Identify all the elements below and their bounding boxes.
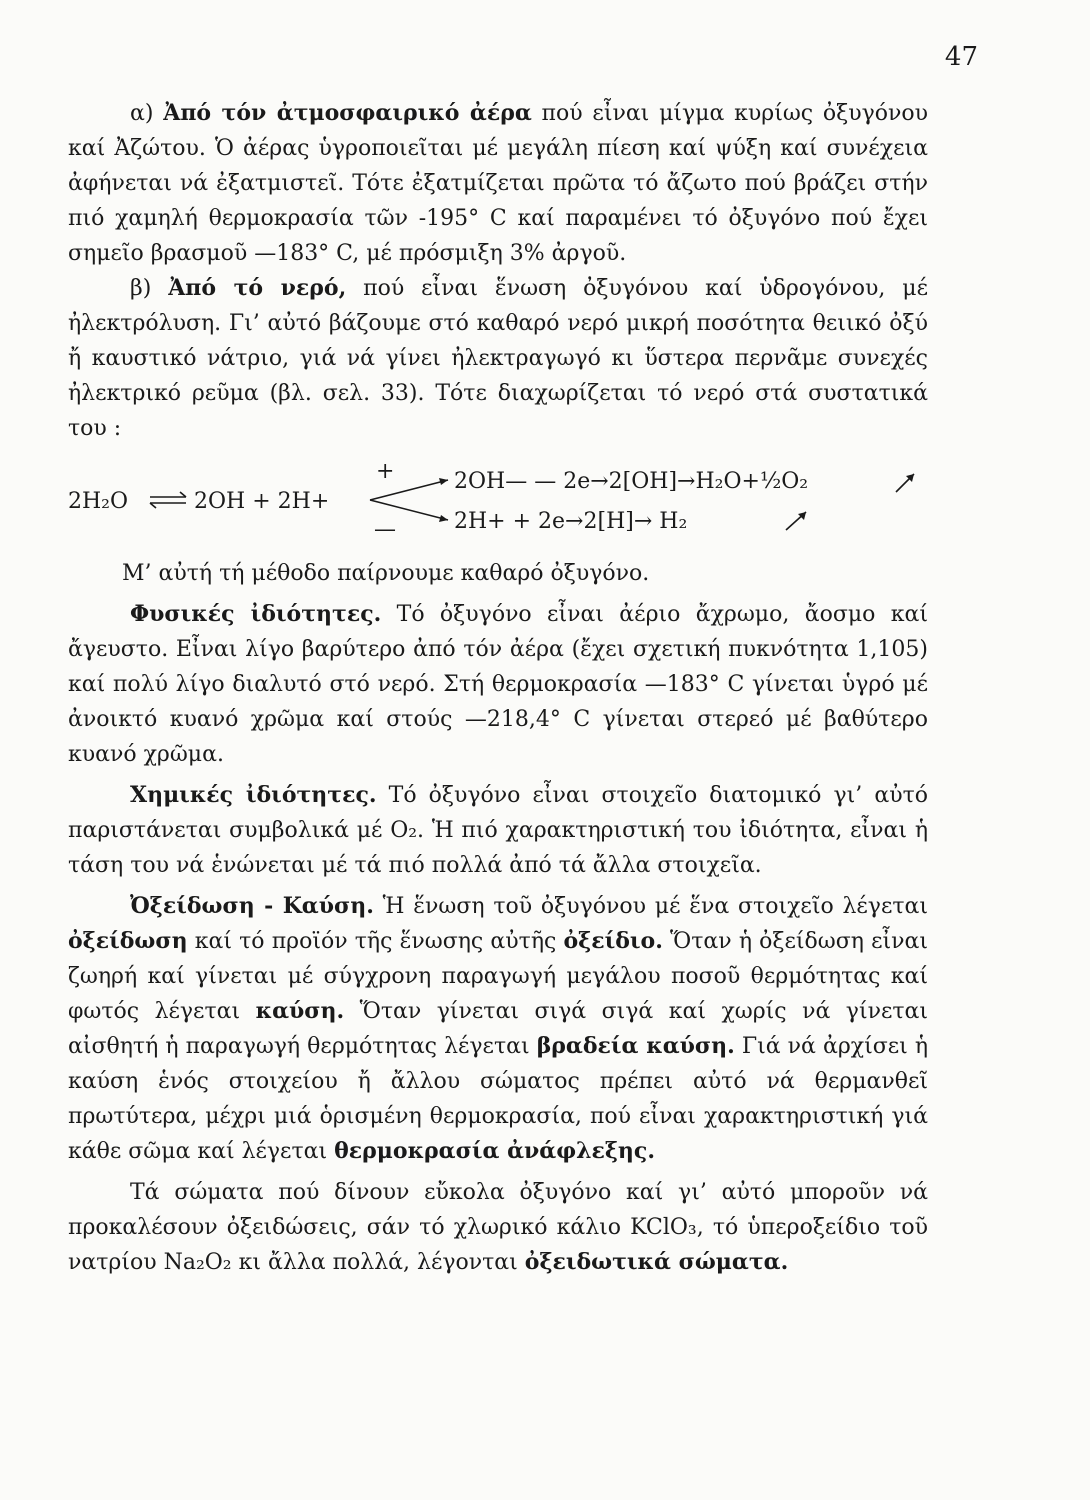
physical-properties-heading: Φυσικές ἰδιότητες. [130, 601, 382, 627]
page-number: 47 [944, 42, 978, 72]
paragraph-from-water [68, 271, 928, 446]
anode-reaction: 2OH— — 2e→2[OH]→H₂O+½O₂ [454, 469, 809, 494]
oxidation-text-2: καί τό προϊόν τῆς ἕνωσης αὐτῆς [187, 929, 564, 954]
equation-reactant: 2H₂O [68, 489, 129, 514]
from-air-heading: Ἀπό τόν ἀτμοσφαιρικό ἀέρα [163, 100, 532, 126]
oxidation-text-5: Γιά νά ἀρχίσει ἡ καύση ἑνός στοιχείου ἤ ἄλλου σώματος πρέπει αὐτό νά θερμανθεῖ πρωτύτερα, μέχρι μιά ὁρισμένη θερμοκρασία, πού εἶναι χαρακτηριστική γιά κάθε σῶμα καί λέγεται [68, 1034, 929, 1164]
from-water-heading: Ἀπό τό νερό, [168, 275, 347, 301]
term-combustion: καύση. [255, 998, 345, 1024]
paragraph-oxidizers [68, 1175, 928, 1280]
cathode-reaction: 2H+ + 2e→2[H]→ H₂ [454, 509, 688, 534]
term-slow-combustion: βραδεία καύση. [536, 1033, 735, 1059]
list-label-a: α) [130, 101, 164, 126]
list-label-b: β) [130, 276, 169, 301]
oxidizers-text: Τά σώματα πού δίνουν εὔκολα ὀξυγόνο καί γι’ αὐτό μποροῦν νά προκαλέσουν ὀξειδώσεις, σάν τό χλωρικό κάλιο KClO₃, τό ὑπεροξείδιο τοῦ νατρίου Na₂O₂ κι ἄλλα πολλά, λέγονται [68, 1180, 928, 1275]
term-oxidation: ὀξείδωση [68, 928, 188, 954]
oxidation-text-1: Ἡ ἕνωση τοῦ ὀξυγόνου μέ ἕνα στοιχεῖο λέγεται [373, 894, 929, 919]
method-conclusion: Μ’ αὐτή τή μέθοδο παίρνουμε καθαρό ὀξυγόνο. [122, 561, 650, 586]
term-oxide: ὀξείδιο. [563, 928, 663, 954]
electrolysis-equation [68, 452, 928, 548]
paragraph-physical-properties [68, 597, 928, 772]
anode-sign: + [376, 459, 395, 484]
cathode-sign: — [374, 517, 396, 542]
physical-properties-text: Τό ὀξυγόνο εἶναι ἀέριο ἄχρωμο, ἄοσμο καί ἄγευστο. Εἶναι λίγο βαρύτερο ἀπό τόν ἀέρα (ἔχει σχετική πυκνότητα 1,105) καί πολύ λίγο διαλυτό στό νερό. Στή θερμοκρασία —183° C γίνεται ὑγρό μέ ἀνοικτό κυανό χρῶμα καί στούς —218,4° C γίνεται στερεό μέ βαθύτερο κυανό χρῶμα. [68, 602, 928, 767]
term-oxidizing-agents: ὀξειδωτικά σώματα. [524, 1249, 789, 1275]
paragraph-chemical-properties [68, 778, 928, 883]
paragraph-oxidation [68, 889, 928, 1169]
from-air-text: πού εἶναι μίγμα κυρίως ὀξυγόνου καί Ἀζώτου. Ὁ ἀέρας ὑγροποιεῖται μέ μεγάλη πίεση καί ψύξη καί συνέχεια ἀφήνεται νά ἐξατμιστεῖ. Τότε ἐξατμίζεται πρῶτα τό ἄζωτο πού βράζει στήν πιό χαμηλή θερμοκρασία τῶν -195° C καί παραμένει τό ὀξυγόνο πού ἔχει σημεῖο βρασμοῦ —183° C, μέ πρόσμιξη 3% ἀργοῦ. [68, 101, 929, 266]
page-body [68, 96, 928, 1280]
chemical-properties-text: Τό ὀξυγόνο εἶναι στοιχεῖο διατομικό γι’ αὐτό παριστάνεται συμβολικά μέ O₂. Ἡ πιό χαρακτηριστική του ἰδιότητα, εἶναι ἡ τάση του νά ἑνώνεται μέ τά πιό πολλά ἀπό τά ἄλλα στοιχεῖα. [68, 783, 929, 878]
paragraph-from-air [68, 96, 928, 271]
oxidation-heading: Ὀξείδωση - Καύση. [130, 893, 374, 919]
term-ignition-temperature: θερμοκρασία ἀνάφλεξης. [334, 1138, 655, 1164]
oxidation-text-3: Ὅταν ἡ ὀξείδωση εἶναι ζωηρή καί γίνεται μέ σύγχρονη παραγωγή μεγάλου ποσοῦ θερμότητας καί φωτός λέγεται [68, 929, 928, 1024]
equation-ions: 2OH + 2H+ [194, 489, 330, 514]
from-water-text: πού εἶναι ἕνωση ὀξυγόνου καί ὑδρογόνου, μέ ἠλεκτρόλυση. Γι’ αὐτό βάζουμε στό καθαρό νερό μικρή ποσότητα θειικό ὀξύ ἤ καυστικό νάτριο, γιά νά γίνει ἠλεκτραγωγό κι ὕστερα περνᾶμε συνεχές ἠλεκτρικό ρεῦμα (βλ. σελ. 33). Τότε διαχωρίζεται τό νερό στά συστατικά του : [68, 276, 928, 441]
chemical-properties-heading: Χημικές ἰδιότητες. [130, 782, 377, 808]
oxidation-text-4: Ὅταν γίνεται σιγά σιγά καί χωρίς νά γίνεται αἰσθητή ἡ παραγωγή θερμότητας λέγεται [68, 999, 928, 1059]
